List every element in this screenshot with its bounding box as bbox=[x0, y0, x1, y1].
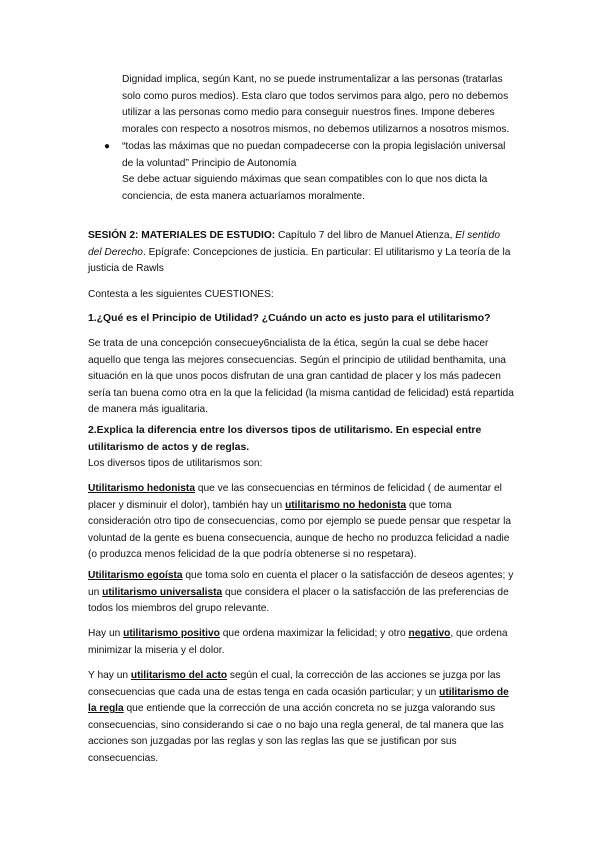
positive-text-1: que ordena maximizar la felicidad; y otro bbox=[219, 628, 409, 639]
positive-text-0: Hay un bbox=[88, 628, 124, 639]
instructions-line: Contesta a les siguientes CUESTIONES: bbox=[88, 289, 274, 300]
act-text-1: según el cual, la corrección de las acciones se juzga por las consecuencias que cada una de estas tenga en cada ocasión particular; y un bbox=[88, 670, 501, 698]
act-rule-paragraph bbox=[88, 668, 516, 768]
question-2-intro: Los diversos tipos de utilitarismos son: bbox=[88, 458, 263, 469]
hedonist-paragraph bbox=[88, 481, 516, 564]
hedonist-text-2: que toma consideración otro tipo de consecuencias, como por ejemplo se puede pensar que respetar la voluntad de la gente es buena consecuencia, aunque de hecho no produzca felicidad a nadie (o produzca menos felicidad de la que podría obtenerse si no respetara). bbox=[88, 499, 512, 561]
question-2-heading: 2.Explica la diferencia entre los diversos tipos de utilitarismo. En especial entre utilitarismo de actos y de reglas. bbox=[88, 425, 482, 453]
kant-dignity-paragraph: Dignidad implica, según Kant, no se puede instrumentalizar a las personas (tratarlas solo como puros medios). Esta claro que todos servimos para algo, pero no debemos utilizar a las personas como medio para conseguir nuestros fines. Impone deberes morales con respecto a nosotros mismos, no debemos utilizarnos a nosotros mismos. bbox=[122, 74, 510, 135]
autonomy-quote: “todas las máximas que no puedan compadecerse con la propia legislación universal de la voluntad” Principio de Autonomía bbox=[122, 141, 506, 169]
egoist-text-2: que considera el placer o la satisfacción de las preferencias de todos los miembros del grupo relevante. bbox=[88, 586, 509, 615]
term-negativo: negativo bbox=[408, 628, 451, 639]
egoist-paragraph bbox=[88, 568, 516, 618]
term-hedonista: Utilitarismo hedonista bbox=[88, 483, 195, 494]
autonomy-explanation: Se debe actuar siguiendo máximas que sean compatibles con lo que nos dicta la conciencia, de esta manera actuaríamos moralmente. bbox=[122, 174, 488, 202]
term-positivo: utilitarismo positivo bbox=[123, 628, 220, 639]
book-title: El sentido del Derecho bbox=[88, 230, 501, 258]
session-text-1: Capítulo 7 del libro de Manuel Atienza, bbox=[275, 230, 456, 241]
egoist-text-1: que toma solo en cuenta el placer o la satisfacción de deseos agentes; y un bbox=[88, 570, 514, 598]
question-1-answer: Se trata de una concepción consecuey6ncialista de la ética, según la cual se debe hacer aquello que tenga las mejores consecuencias. Según el principio de utilidad benthamita, una situación en la que unos pocos disfrutan de una gran cantidad de placer y los más padecen sería tan buena como otra en la que la felicidad (la misma cantidad de felicidad) está repartida de manera más igualitaria. bbox=[88, 338, 514, 416]
session-text-2: . Epígrafe: Concepciones de justicia. En particular: El utilitarismo y La teoría de la justicia de Rawls bbox=[88, 246, 511, 275]
term-egoista: Utilitarismo egoísta bbox=[88, 570, 183, 581]
positive-text-2: , que ordena minimizar la miseria y el dolor. bbox=[88, 628, 508, 656]
question-1-heading: 1.¿Qué es el Principio de Utilidad? ¿Cuándo un acto es justo para el utilitarismo? bbox=[88, 313, 491, 324]
hedonist-text-1: que ve las consecuencias en términos de felicidad ( de aumentar el placer y disminuir el dolor), también hay un bbox=[88, 483, 502, 511]
term-no-hedonista: utilitarismo no hedonista bbox=[285, 499, 407, 511]
session-label: SESIÓN 2: MATERIALES DE ESTUDIO: bbox=[88, 230, 276, 241]
session-materials-paragraph bbox=[88, 228, 516, 278]
act-text-2: que entiende que la corrección de una acción concreta no se juzga valorando sus consecuencias, sino considerando si cae o no bajo una regla general, de tal manera que las acciones son juzgadas por las reglas y son las reglas las que se justifican por sus consecuencias. bbox=[88, 703, 504, 764]
bullet-icon: ● bbox=[104, 141, 111, 152]
term-universalista: utilitarismo universalista bbox=[102, 586, 223, 598]
term-del-acto: utilitarismo del acto bbox=[130, 670, 228, 681]
positive-negative-paragraph bbox=[88, 626, 516, 659]
term-de-la-regla: utilitarismo de la regla bbox=[88, 686, 509, 715]
act-text-0: Y hay un bbox=[88, 670, 131, 681]
